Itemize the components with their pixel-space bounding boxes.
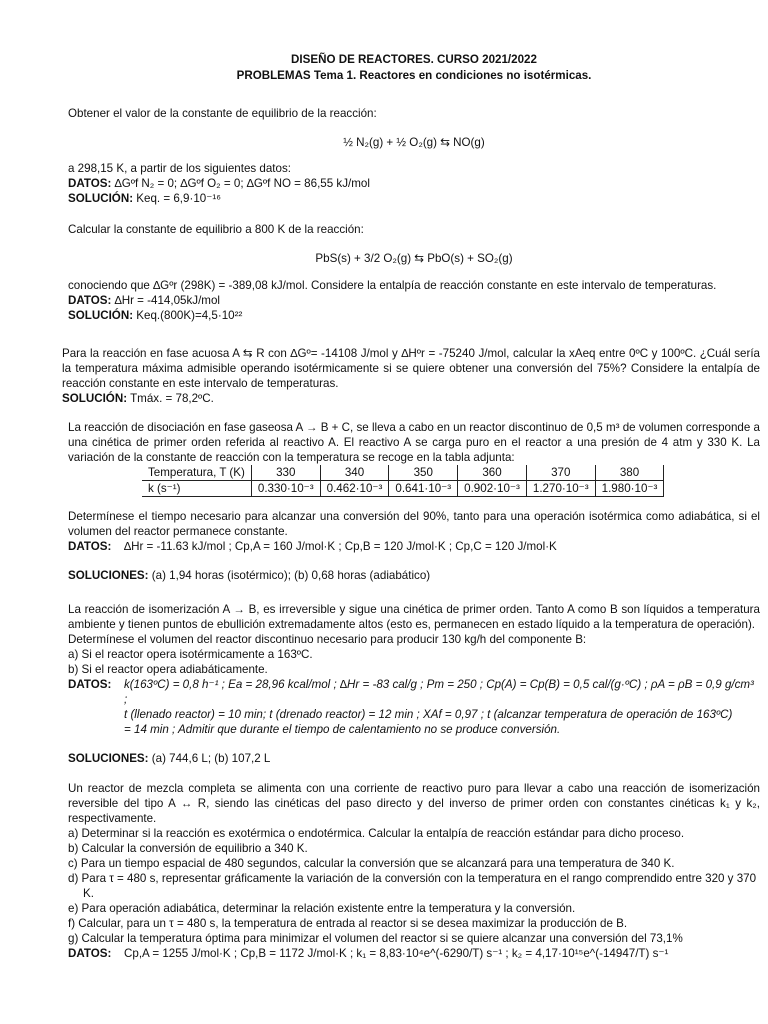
- problem-1-solution: SOLUCIÓN: Keq. = 6,9·10⁻¹⁶: [68, 192, 221, 205]
- list-item: a) Determinar si la reacción es exotérmica o endotérmica. Calcular la entalpía de reacción estándar para dicho proceso.: [68, 827, 685, 840]
- problem-5: [68, 602, 760, 766]
- list-item: e) Para operación adiabática, determinar la relación existente entre la temperatura y la conversión.: [68, 902, 576, 915]
- problem-6-data: DATOS: Cp,A = 1255 J/mol·K ; Cp,B = 1172 J/mol·K ; k₁ = 8,83·10⁴e^(-6290/T) s⁻¹ ; k₂ = 4,17·10¹⁵e^(-14947/T) s⁻¹: [68, 947, 669, 960]
- table-cell: 370: [526, 465, 595, 481]
- table-header-row: [142, 465, 664, 481]
- table-cell: 340: [320, 465, 389, 481]
- problem-1-equation: ½ N₂(g) + ½ O₂(g) ⇆ NO(g): [343, 136, 485, 149]
- problem-3-text: Para la reacción en fase acuosa A ⇆ R con ∆Gº= -14108 J/mol y ∆Hºr = -75240 J/mol, calcular la xAeq entre 0ºC y 100ºC. ¿Cuál sería la temperatura máxima admisible operando isotérmicamente si se quiere obtener una conversión del 75%? Considere la entalpía de reacción constante en este intervalo de temperaturas.: [62, 347, 760, 390]
- table-cell: 380: [595, 465, 664, 481]
- table-cell: 360: [458, 465, 527, 481]
- problem-5-text: La reacción de isomerización A → B, es irreversible y sigue una cinética de primer orden. Tanto A como B son líquidos a temperatura ambiente y tienen puntos de ebullición extremadamente altos (esto es, permanecen en estado líquido a la temperatura de operación).: [68, 603, 760, 631]
- problem-2-equation: PbS(s) + 3/2 O₂(g) ⇆ PbO(s) + SO₂(g): [315, 252, 513, 265]
- problem-4-solutions: SOLUCIONES: (a) 1,94 horas (isotérmico); (b) 0,68 horas (adiabático): [68, 569, 431, 582]
- table-cell: 0.902·10⁻³: [458, 481, 527, 497]
- document-title: DISEÑO DE REACTORES. CURSO 2021/2022: [291, 53, 537, 66]
- list-item: f) Calcular, para un τ = 480 s, la temperatura de entrada al reactor si se desea maximizar la producción de B.: [68, 917, 628, 930]
- problem-1-data: DATOS: ∆Gºf N₂ = 0; ∆Gºf O₂ = 0; ∆Gºf NO = 86,55 kJ/mol: [68, 177, 370, 190]
- table-cell: 350: [389, 465, 458, 481]
- table-cell: k (s⁻¹): [142, 481, 251, 497]
- problem-3-solution: SOLUCIÓN: Tmáx. = 78,2ºC.: [62, 392, 214, 405]
- problem-2-solution: SOLUCIÓN: Keq.(800K)=4,5·10²²: [68, 309, 243, 322]
- problem-1-conditions: a 298,15 K, a partir de los siguientes datos:: [68, 162, 291, 175]
- problem-6-items: [68, 826, 760, 946]
- table-row: [142, 481, 664, 497]
- problem-1-intro: Obtener el valor de la constante de equilibrio de la reacción:: [68, 107, 377, 120]
- rate-constant-table: [142, 465, 664, 497]
- problem-2-text: conociendo que ∆Gºr (298K) = -389,08 kJ/mol. Considere la entalpía de reacción constante en este intervalo de temperaturas.: [68, 279, 717, 292]
- problem-2-intro: Calcular la constante de equilibrio a 800 K de la reacción:: [68, 223, 364, 236]
- list-item: d) Para τ = 480 s, representar gráficamente la variación de la conversión con la temperatura en el rango comprendido entre 320 y 370 K.: [68, 872, 757, 900]
- list-item: a) Si el reactor opera isotérmicamente a 163ºC.: [68, 648, 313, 661]
- problem-5-data: DATOS: k(163ºC) = 0,8 h⁻¹ ; Ea = 28,96 kcal/mol ; ∆Hr = -83 cal/g ; Pm = 250 ; Cp(A) = Cp(B) = 0,5 cal/(g·ºC) ; ρA = ρB = 0,9 g/cm³ ; t (llenado reactor) = 10 min; t (drenado reactor) = 12 min ; XAf = 0,97 ; t (alcanzar temperatura de operación de 163ºC) = 14 min ; Admitir que durante el tiempo de calentamiento no se produce conversión.: [68, 678, 754, 736]
- list-item: c) Para un tiempo espacial de 480 segundos, calcular la conversión que se alcanzará para una temperatura de 340 K.: [68, 857, 675, 870]
- problem-2: [68, 222, 760, 323]
- list-item: b) Calcular la conversión de equilibrio a 340 K.: [68, 842, 308, 855]
- list-item: b) Si el reactor opera adiabáticamente.: [68, 663, 268, 676]
- problem-3: [62, 346, 760, 406]
- problem-5-text-2: Determínese el volumen del reactor discontinuo necesario para producir 130 kg/h del componente B:: [68, 633, 587, 646]
- problem-5-items: [68, 647, 760, 677]
- problem-4-text: La reacción de disociación en fase gaseosa A → B + C, se lleva a cabo en un reactor discontinuo de 0,5 m³ de volumen corresponde a una cinética de primer orden referida al reactivo A. El reactivo A se carga puro en el reactor a una presión de 4 atm y 330 K. La variación de la constante de reacción con la temperatura se recoge en la tabla adjunta:: [68, 421, 760, 464]
- table-cell: 0.330·10⁻³: [251, 481, 320, 497]
- table-cell: 1.270·10⁻³: [526, 481, 595, 497]
- problem-6-text: Un reactor de mezcla completa se alimenta con una corriente de reactivo puro para llevar a cabo una reacción de isomerización reversible del tipo A ↔ R, siendo las cinéticas del paso directo y del inverso de primer orden con constantes cinéticas k₁ y k₂, respectivamente.: [68, 782, 760, 825]
- problem-4-text-2: Determínese el tiempo necesario para alcanzar una conversión del 90%, tanto para una operación isotérmica como adiabática, si el volumen del reactor permanece constante.: [68, 510, 760, 538]
- table-cell: 0.462·10⁻³: [320, 481, 389, 497]
- table-cell: 330: [251, 465, 320, 481]
- problem-2-data: DATOS: ∆Hr = -414,05kJ/mol: [68, 294, 220, 307]
- problem-6: [68, 781, 760, 961]
- table-cell: 0.641·10⁻³: [389, 481, 458, 497]
- problem-5-solutions: SOLUCIONES: (a) 744,6 L; (b) 107,2 L: [68, 752, 271, 765]
- table-cell: 1.980·10⁻³: [595, 481, 664, 497]
- problem-4: [68, 420, 760, 583]
- problem-1: [68, 106, 760, 206]
- document-subtitle: PROBLEMAS Tema 1. Reactores en condiciones no isotérmicas.: [236, 69, 592, 82]
- table-cell: Temperatura, T (K): [142, 465, 251, 481]
- list-item: g) Calcular la temperatura óptima para minimizar el volumen del reactor si se quiere alcanzar una conversión del 73,1%: [68, 932, 683, 945]
- problem-4-data: DATOS: ∆Hr = -11.63 kJ/mol ; Cp,A = 160 J/mol·K ; Cp,B = 120 J/mol·K ; Cp,C = 120 J/mol·K: [68, 540, 557, 553]
